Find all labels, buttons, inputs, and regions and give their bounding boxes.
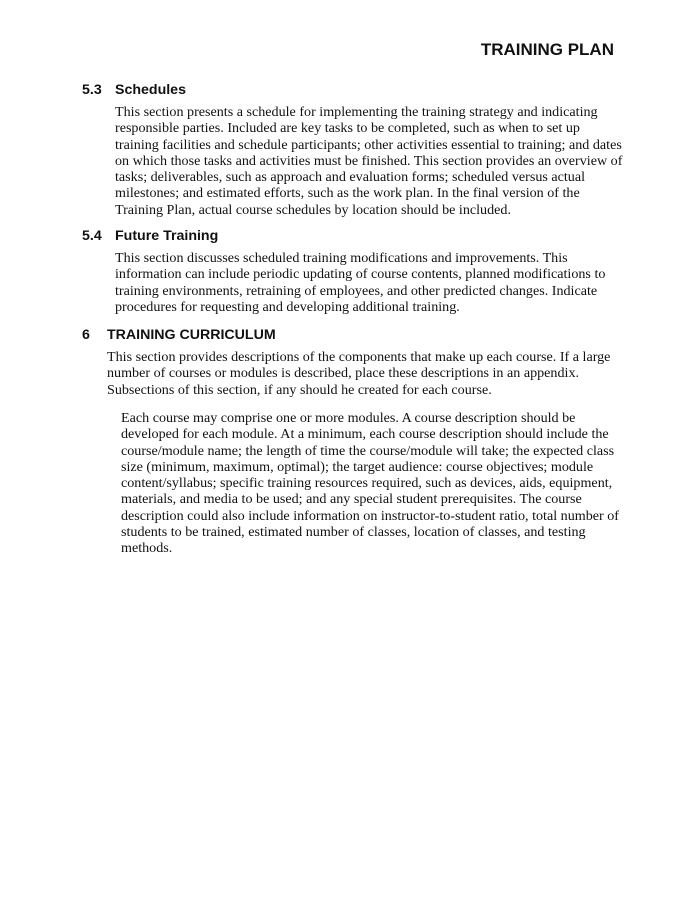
section-title: Schedules [115,82,186,98]
section-title: TRAINING CURRICULUM [107,327,276,343]
text-line: developed for each module. At a minimum, each course description should include the [121,426,609,443]
text-line: tasks; deliverables, such as approach and evaluation forms; scheduled versus actual [115,169,586,186]
text-line: This section presents a schedule for implementing the training strategy and indicating [115,104,598,120]
text-line: content/syllabus; specific training resources required, such as devices, aids, equipment, [121,475,613,492]
text-line: Each course may comprise one or more modules. A course description should be [121,410,576,426]
section-6-course-description-paragraph [121,410,619,557]
text-line: training environments, retraining of employees, and other predicted changes. Indicate [115,282,598,299]
text-line: students to be trained, estimated number of classes, location of classes, and testing [121,524,586,541]
text-line: information can include periodic updating of course contents, planned modifications to [115,266,606,283]
section-5-3-paragraph [115,104,622,218]
section-number: 5.4 [82,228,102,244]
text-line: course/module name; the length of time the course/module will take; the expected class [121,442,615,459]
text-line: responsible parties. Included are key tasks to be completed, such as when to set up [115,120,580,137]
text-line: This section discusses scheduled training modifications and improvements. This [115,250,568,266]
section-title: Future Training [115,228,219,244]
text-line: on which those tasks and activities must be finished. This section provides an overview of [115,152,623,169]
text-line: size (minimum, maximum, optimal); the target audience: course objectives; module [121,458,594,475]
section-number: 6 [82,327,90,343]
text-line: methods. [121,540,173,557]
text-line: number of courses or modules is described, place these descriptions in an appendix. [107,365,580,382]
section-number: 5.3 [82,82,102,98]
text-line: training facilities and schedule participants; other activities essential to training; and dates [115,136,622,153]
section-6-intro-paragraph [107,349,610,398]
section-heading-6 [82,326,276,344]
page-header-title: TRAINING PLAN [480,40,614,59]
text-line: milestones; and estimated efforts, such as the work plan. In the final version of the [115,185,580,202]
text-line: This section provides descriptions of the components that make up each course. If a large [107,349,611,365]
text-line: description could also include information on instructor-to-student ratio, total number of [121,507,619,524]
text-line: Training Plan, actual course schedules by location should be included. [115,201,511,218]
text-line: procedures for requesting and developing additional training. [115,298,460,315]
section-5-4-paragraph [115,250,605,315]
text-line: Subsections of this section, if any should he created for each course. [107,381,492,398]
section-heading-5-3 [82,81,186,99]
text-line: materials, and media to be used; and any special student prerequisites. The course [121,491,582,508]
section-heading-5-4 [82,227,218,245]
